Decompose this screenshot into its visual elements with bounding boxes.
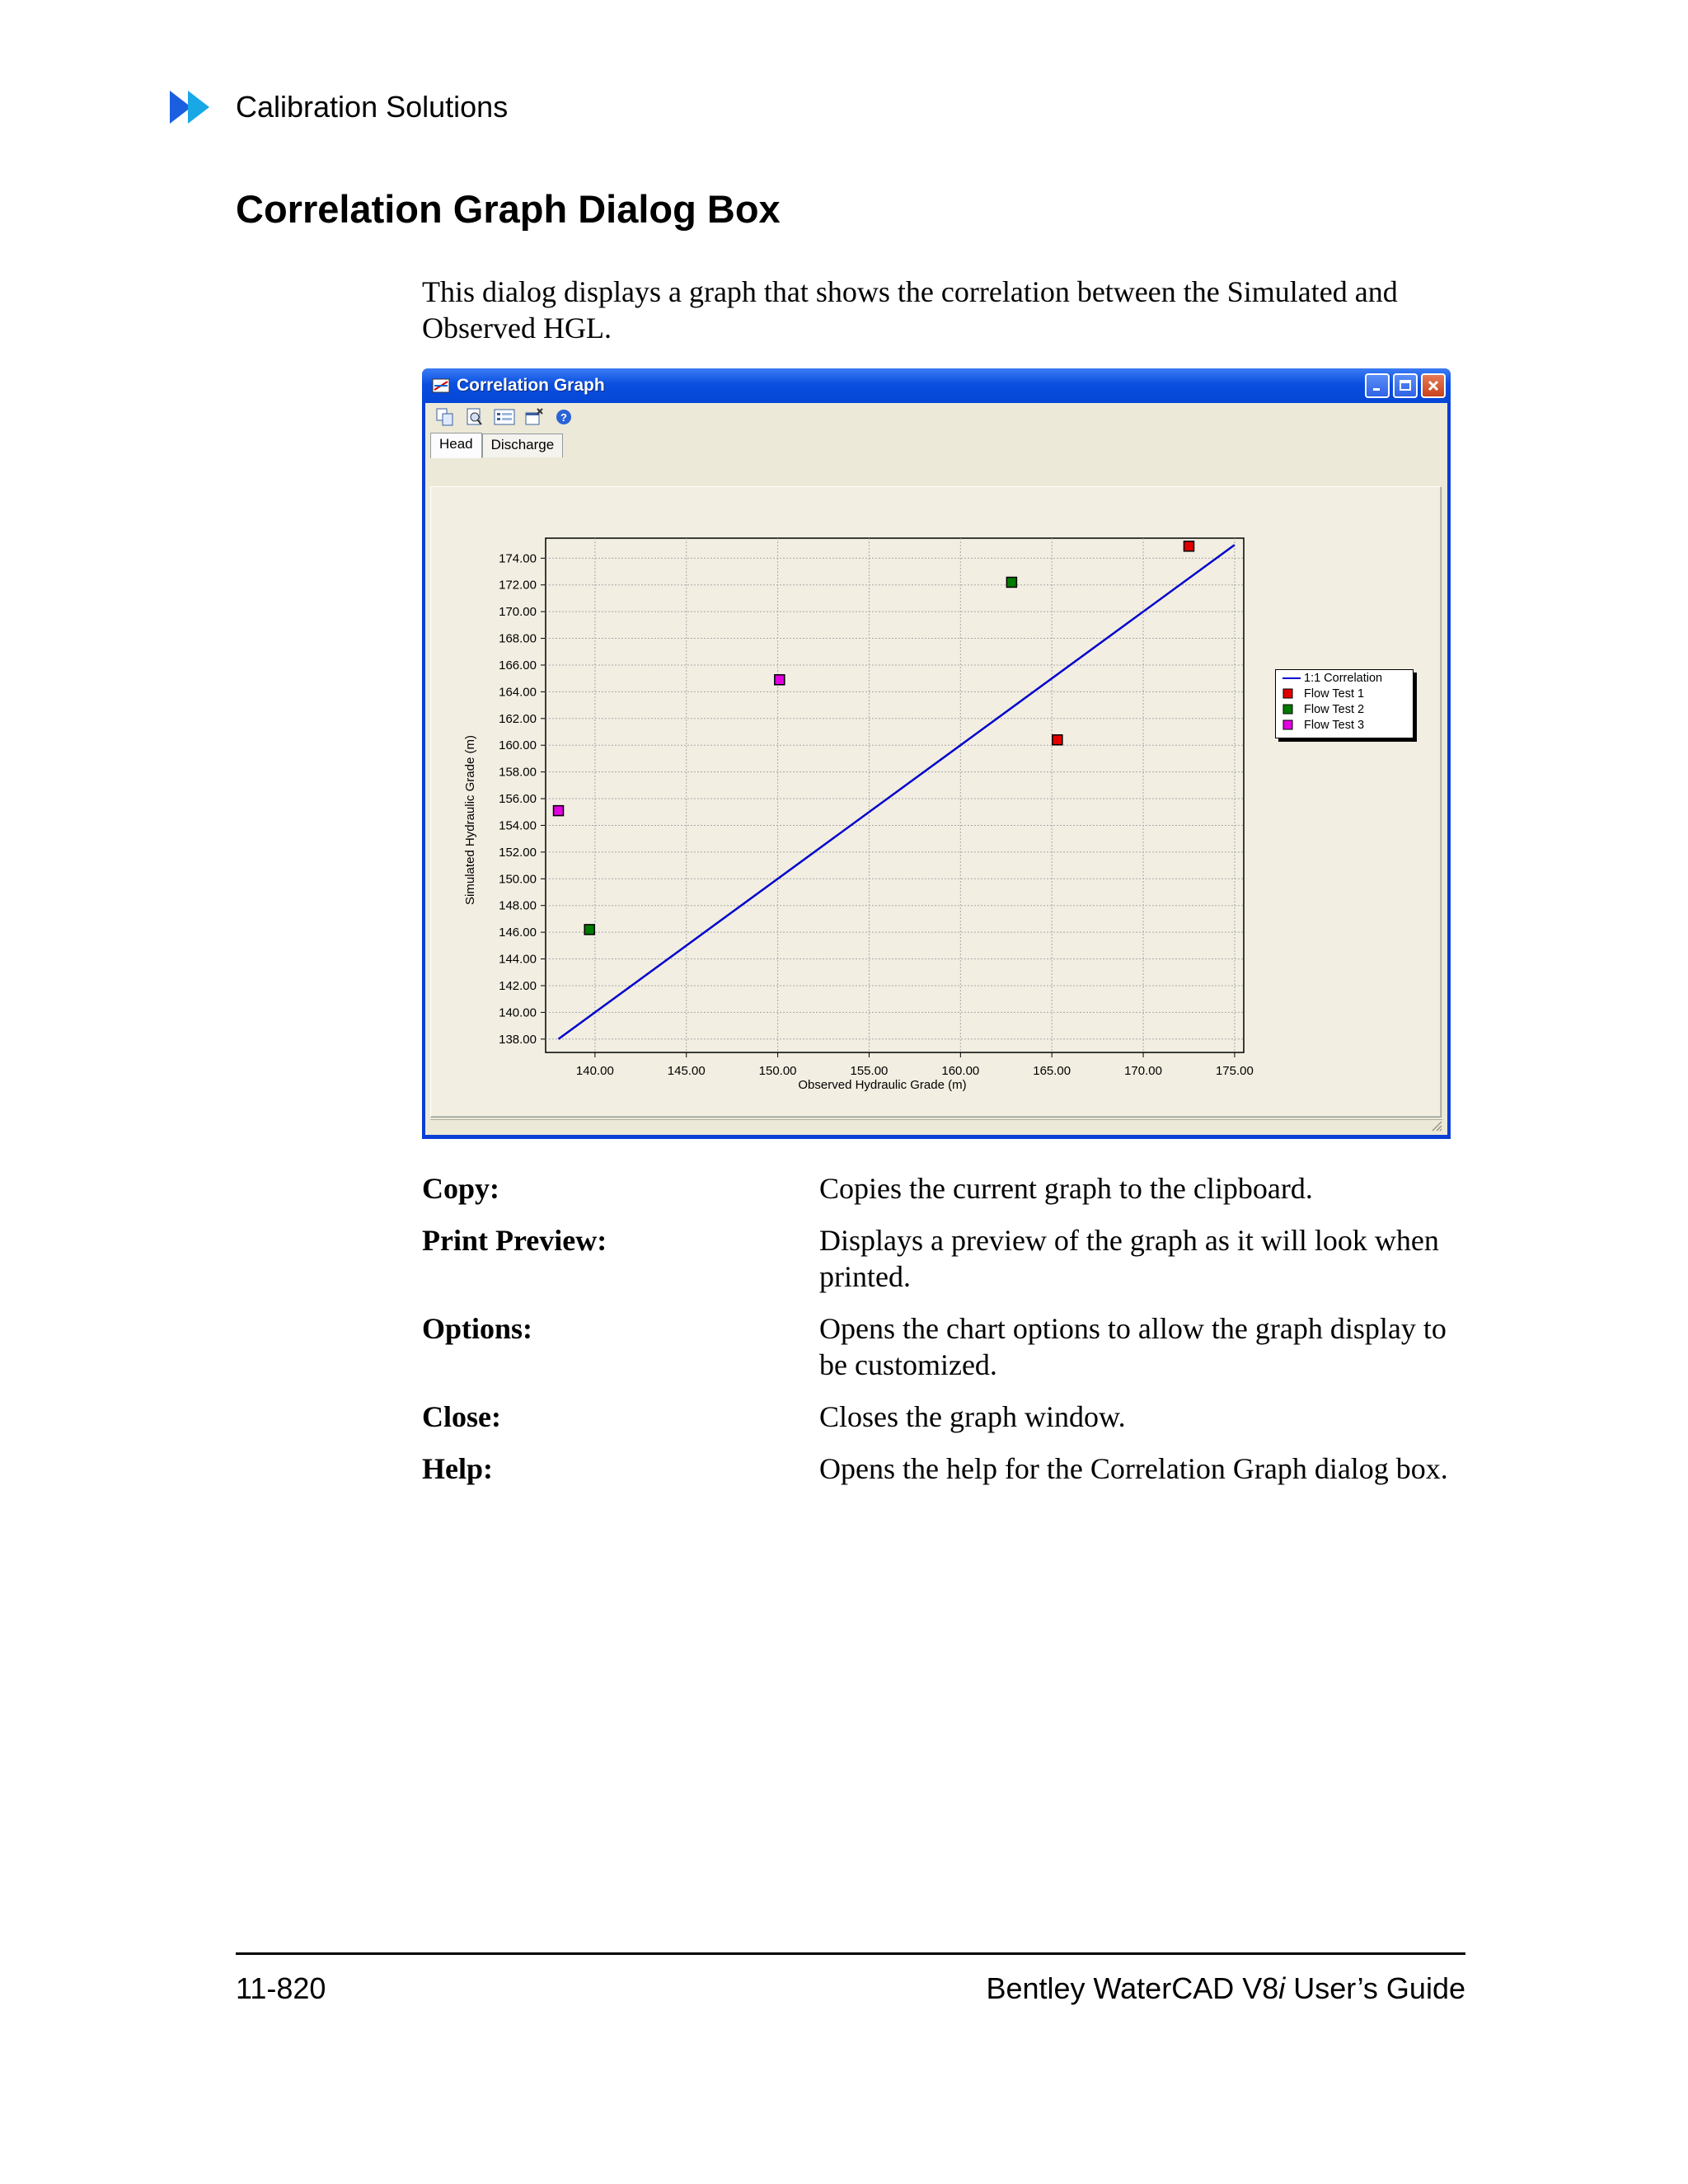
options-button[interactable]: [493, 405, 516, 429]
y-tick-label: 170.00: [499, 605, 537, 620]
y-tick-label: 138.00: [499, 1032, 537, 1047]
maximize-button[interactable]: [1393, 373, 1418, 398]
graph-window-icon: [432, 378, 450, 393]
chart-panel: [430, 486, 1442, 1118]
definition-desc: Closes the graph window.: [819, 1400, 1126, 1433]
definition-row: [422, 1170, 1485, 1207]
legend-line-swatch: [1282, 675, 1302, 682]
copy-icon: [435, 407, 455, 427]
legend-marker-red: [1282, 688, 1294, 700]
legend-item-correlation: [1276, 670, 1413, 686]
dialog-title: Correlation Graph: [457, 376, 605, 395]
correlation-graph-dialog: [422, 368, 1451, 1139]
legend-label: Flow Test 2: [1304, 702, 1365, 716]
y-tick-label: 166.00: [499, 658, 537, 673]
y-tick-label: 160.00: [499, 738, 537, 753]
definition-desc: Displays a preview of the graph as it will look when printed.: [819, 1224, 1439, 1293]
maximize-icon: [1399, 379, 1412, 392]
definition-term: Copy:: [422, 1172, 500, 1205]
y-tick-label: 174.00: [499, 551, 537, 566]
x-tick-label: 145.00: [667, 1064, 706, 1078]
y-tick-label: 154.00: [499, 818, 537, 833]
button-definitions: [422, 1170, 1485, 1502]
page-number: 11-820: [236, 1971, 326, 2005]
close-graph-button[interactable]: [523, 405, 546, 429]
close-icon: [1427, 379, 1440, 392]
correlation-chart: [431, 487, 1441, 1117]
double-chevron-icon: [170, 89, 221, 125]
guide-title-prefix: Bentley WaterCAD V8: [986, 1971, 1279, 2005]
x-tick-label: 140.00: [575, 1064, 614, 1078]
data-point: [554, 806, 564, 816]
y-tick-label: 144.00: [499, 952, 537, 967]
y-tick-label: 168.00: [499, 631, 537, 646]
dialog-client-area: [425, 403, 1447, 1135]
guide-title-italic: i: [1278, 1971, 1286, 2005]
definition-term: Help:: [422, 1452, 493, 1485]
x-tick-label: 155.00: [850, 1064, 889, 1078]
y-tick-label: 146.00: [499, 926, 537, 940]
chart-legend: [1275, 669, 1414, 738]
definition-desc: Copies the current graph to the clipboard.: [819, 1172, 1313, 1205]
legend-marker-magenta: [1282, 719, 1294, 731]
data-point: [1006, 577, 1016, 587]
svg-text:?: ?: [560, 411, 567, 424]
data-point: [584, 925, 594, 935]
resize-grip-icon[interactable]: [1429, 1118, 1442, 1132]
print-preview-button[interactable]: [463, 405, 486, 429]
print-preview-icon: [465, 407, 485, 427]
copy-button[interactable]: [434, 405, 457, 429]
y-tick-label: 148.00: [499, 898, 537, 913]
y-tick-label: 140.00: [499, 1005, 537, 1020]
help-icon: [555, 408, 573, 426]
close-graph-icon: [524, 407, 544, 427]
y-tick-label: 150.00: [499, 872, 537, 887]
x-tick-label: 160.00: [941, 1064, 980, 1078]
y-axis-label: Simulated Hydraulic Grade (m): [463, 735, 477, 905]
minimize-icon: [1371, 379, 1384, 392]
definition-term: Options:: [422, 1312, 533, 1345]
legend-label: Flow Test 1: [1304, 687, 1365, 701]
data-point: [775, 675, 785, 685]
definition-desc: Opens the help for the Correlation Graph dialog box.: [819, 1452, 1448, 1485]
y-tick-label: 172.00: [499, 578, 537, 593]
y-tick-label: 156.00: [499, 792, 537, 807]
definition-row: [422, 1222, 1485, 1295]
status-divider: [430, 1119, 1442, 1120]
footer-rule: [236, 1952, 1465, 1955]
legend-marker-green: [1282, 704, 1294, 715]
y-tick-label: 152.00: [499, 845, 537, 860]
legend-label: 1:1 Correlation: [1304, 671, 1383, 685]
close-window-button[interactable]: [1421, 373, 1446, 398]
tab-strip: [425, 431, 1447, 457]
dialog-toolbar: [425, 403, 1447, 431]
y-tick-label: 142.00: [499, 978, 537, 993]
y-tick-label: 162.00: [499, 711, 537, 726]
data-point: [1184, 541, 1193, 551]
definition-term: Print Preview:: [422, 1224, 607, 1257]
legend-item-flow-test-3: [1276, 717, 1413, 733]
tab-head[interactable]: Head: [430, 433, 482, 458]
definition-term: Close:: [422, 1400, 501, 1433]
guide-title-suffix: User’s Guide: [1285, 1971, 1465, 2005]
definition-row: [422, 1310, 1485, 1383]
definition-row: [422, 1399, 1485, 1435]
y-tick-label: 164.00: [499, 685, 537, 700]
data-point: [1053, 735, 1062, 745]
y-tick-label: 158.00: [499, 765, 537, 780]
x-axis-label: Observed Hydraulic Grade (m): [798, 1078, 967, 1092]
definition-desc: Opens the chart options to allow the graph display to be customized.: [819, 1312, 1447, 1381]
dialog-titlebar[interactable]: [422, 368, 1451, 403]
options-icon: [494, 407, 515, 427]
page-title: Correlation Graph Dialog Box: [236, 187, 781, 231]
x-tick-label: 165.00: [1033, 1064, 1071, 1078]
section-title: Calibration Solutions: [236, 90, 509, 124]
definition-row: [422, 1451, 1485, 1487]
intro-paragraph: This dialog displays a graph that shows the correlation between the Simulated and Observed HGL.: [422, 275, 1398, 344]
x-tick-label: 170.00: [1124, 1064, 1162, 1078]
x-tick-label: 175.00: [1215, 1064, 1254, 1078]
minimize-button[interactable]: [1365, 373, 1390, 398]
guide-title: [986, 1971, 1465, 2006]
legend-item-flow-test-2: [1276, 701, 1413, 717]
running-header: [170, 87, 508, 127]
tab-discharge[interactable]: Discharge: [482, 434, 564, 457]
legend-item-flow-test-1: [1276, 686, 1413, 701]
x-tick-label: 150.00: [758, 1064, 797, 1078]
help-button[interactable]: [552, 405, 575, 429]
legend-label: Flow Test 3: [1304, 718, 1365, 732]
